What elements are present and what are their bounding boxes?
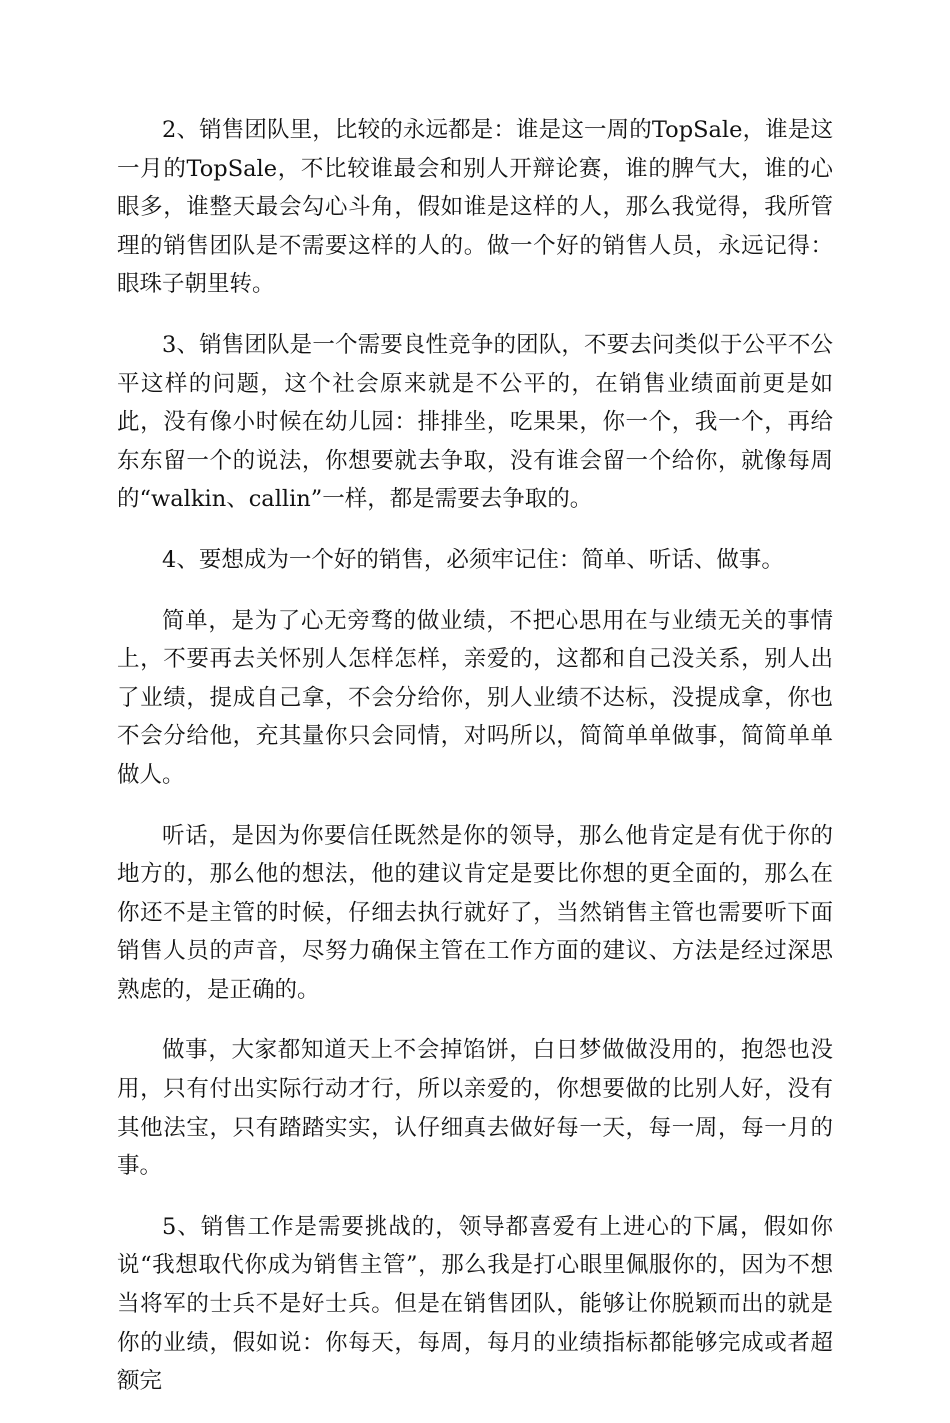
paragraph-listen: 听话，是因为你要信任既然是你的领导，那么他肯定是有优于你的地方的，那么他的想法，他的建议肯定是要比你想的更全面的，那么在你还不是主管的时候，仔细去执行就好了，当然销售主管也需要听下面销售人员的声音，尽努力确保主管在工作方面的建议、方法是经过深思熟虑的，是正确的。 <box>117 822 833 1003</box>
paragraph-simple: 简单，是为了心无旁骛的做业绩，不把心思用在与业绩无关的事情上，不要再去关怀别人怎样怎样，亲爱的，这都和自己没关系，别人出了业绩，提成自己拿，不会分给你，别人业绩不达标，没提成拿，你也不会分给他，充其量你只会同情，对吗所以，简简单单做事，简简单单做人。 <box>117 607 833 788</box>
paragraph-point-3: 3、销售团队是一个需要良性竞争的团队，不要去问类似于公平不公平这样的问题，这个社会原来就是不公平的，在销售业绩面前更是如此，没有像小时候在幼儿园：排排坐，吃果果，你一个，我一个，再给东东留一个的说法，你想要就去争取，没有谁会留一个给你，就像每周的“walkin、callin”一样，都是需要去争取的。 <box>117 331 833 513</box>
paragraph-point-4: 4、要想成为一个好的销售，必须牢记住：简单、听话、做事。 <box>162 546 784 573</box>
paragraph-point-5: 5、销售工作是需要挑战的，领导都喜爱有上进心的下属，假如你说“我想取代你成为销售主管”，那么我是打心眼里佩服你的，因为不想当将军的士兵不是好士兵。但是在销售团队，能够让你脱颖而出的就是你的业绩，假如说：你每天，每周，每月的业绩指标都能够完成或者超额完 <box>117 1213 833 1395</box>
document-body <box>117 111 833 1423</box>
paragraph-point-2: 2、销售团队里，比较的永远都是：谁是这一周的TopSale，谁是这一月的TopSale，不比较谁最会和别人开辩论赛，谁的脾气大，谁的心眼多，谁整天最会勾心斗角，假如谁是这样的人，那么我觉得，我所管理的销售团队是不需要这样的人的。做一个好的销售人员，永远记得：眼珠子朝里转。 <box>117 117 833 298</box>
paragraph-do-work: 做事，大家都知道天上不会掉馅饼，白日梦做做没用的，抱怨也没用，只有付出实际行动才行，所以亲爱的，你想要做的比别人好，没有其他法宝，只有踏踏实实，认仔细真去做好每一天，每一周，每一月的事。 <box>117 1037 833 1180</box>
